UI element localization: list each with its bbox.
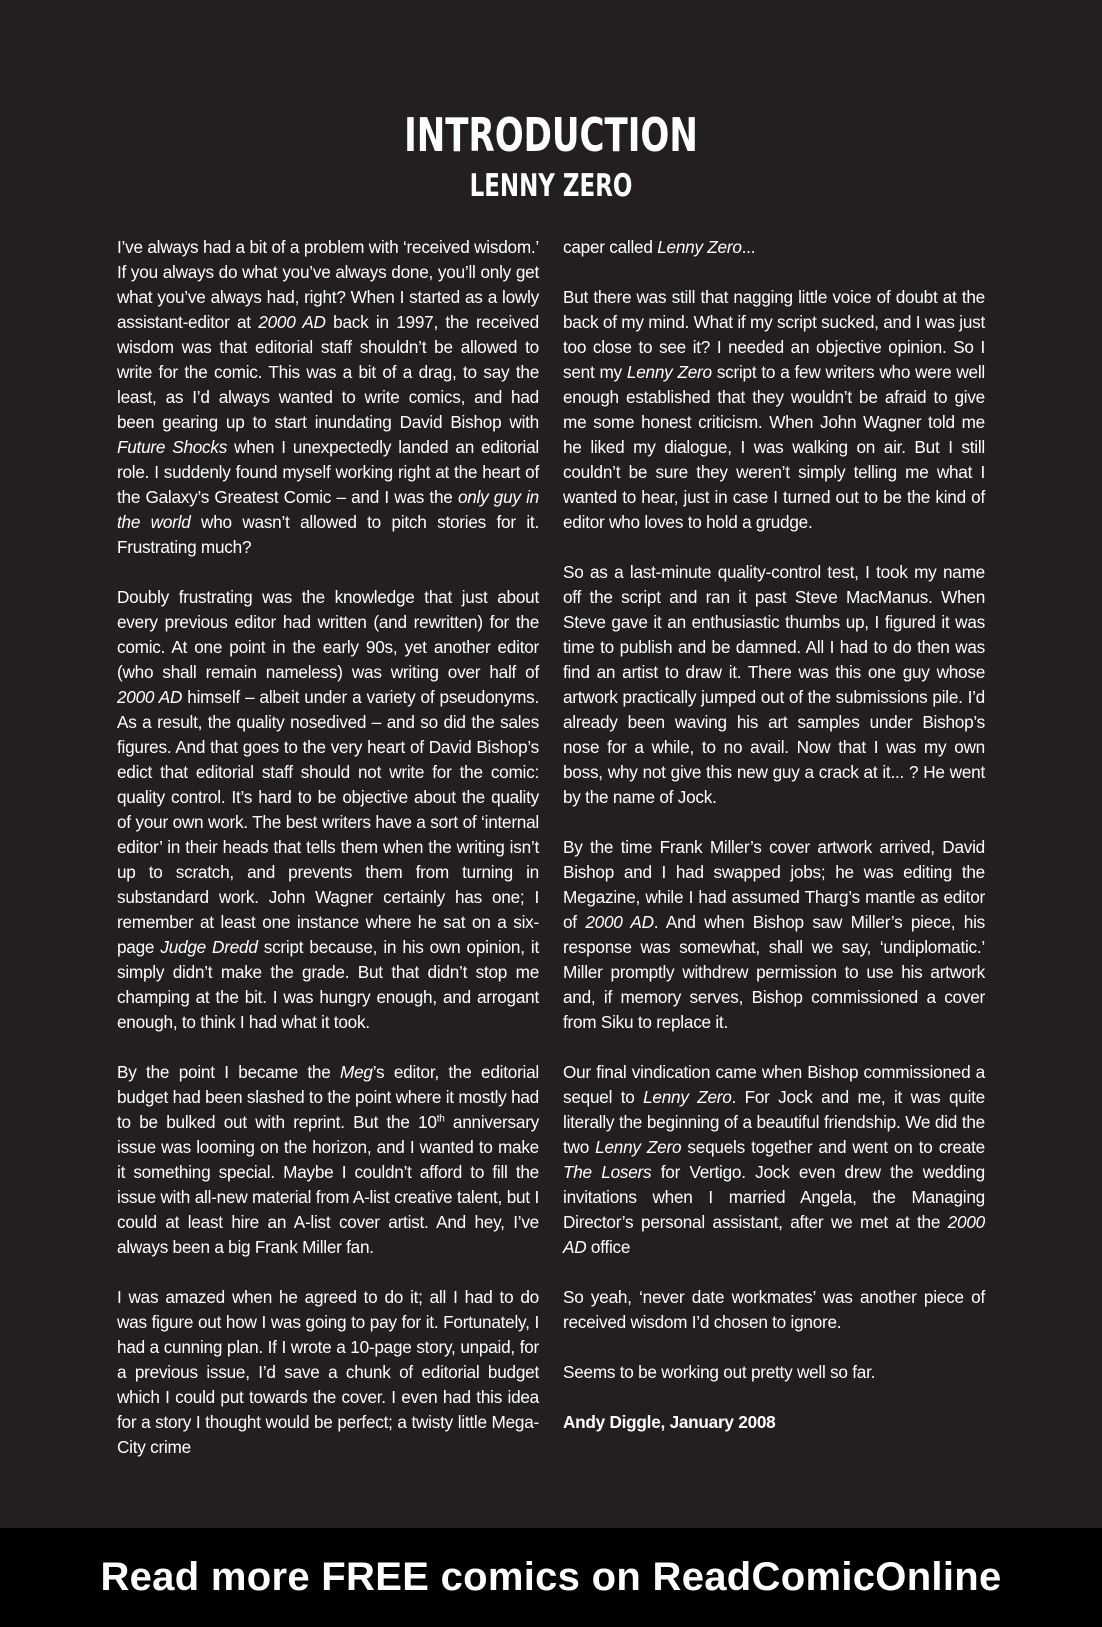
page-subtitle: LENNY ZERO xyxy=(469,168,633,204)
paragraph: caper called Lenny Zero... xyxy=(563,237,756,257)
paragraph: By the point I became the Meg’s editor, the editorial budget had been slashed to the point where it mostly had to be bulked out with reprint. But the 10th anniversary issue was looming on the horizon, and I wanted to make it something special. Maybe I couldn’t afford to fill the issue with all-new material from A-list creative talent, but I could at least hire an A-list cover artist. And hey, I’ve always been a big Frank Miller fan. xyxy=(117,1062,540,1257)
paragraph: Seems to be working out pretty well so far. xyxy=(563,1362,876,1382)
page-title: INTRODUCTION xyxy=(404,108,698,162)
promo-banner[interactable]: Read more FREE comics on ReadComicOnline xyxy=(0,1528,1102,1627)
paragraph: Our final vindication came when Bishop commissioned a sequel to Lenny Zero. For Jock and me, it was quite literally the beginning of a beautiful friendship. We did the two Lenny Zero sequels together and went on to create The Losers for Vertigo. Jock even drew the wedding invitations when I married Angela, the Managing Director’s personal assistant, after we met at the 2000 AD office xyxy=(563,1062,985,1257)
left-column xyxy=(117,235,539,1460)
paragraph: But there was still that nagging little voice of doubt at the back of my mind. What if my script sucked, and I was just too close to see it? I needed an objective opinion. So I sent my Lenny Zero script to a few writers who were well enough established that they wouldn’t be afraid to give me some honest criticism. When John Wagner told me he liked my dialogue, I was walking on air. But I still couldn’t be sure they weren’t simply telling me what I wanted to hear, just in case I turned out to be the kind of editor who loves to hold a grudge. xyxy=(563,287,986,532)
paragraph: So yeah, ‘never date workmates’ was another piece of received wisdom I’d chosen to ignore. xyxy=(563,1287,985,1332)
signature: Andy Diggle, January 2008 xyxy=(563,1412,776,1432)
paragraph: By the time Frank Miller’s cover artwork arrived, David Bishop and I had swapped jobs; he was editing the Megazine, while I had assumed Tharg’s mantle as editor of 2000 AD. And when Bishop saw Miller’s piece, his response was somewhat, shall we say, ‘undiplomatic.’ Miller promptly withdrew permission to use his artwork and, if memory serves, Bishop commissioned a cover from Siku to replace it. xyxy=(563,837,985,1032)
paragraph: So as a last-minute quality-control test, I took my name off the script and ran it past Steve MacManus. When Steve gave it an enthusiastic thumbs up, I figured it was time to publish and be damned. All I had to do then was find an artist to draw it. There was this one guy whose artwork practically jumped out of the submissions pile. I’d already been waving his art samples under Bishop’s nose for a while, to no avail. Now that I was my own boss, why not give this new guy a crack at it... ? He went by the name of Jock. xyxy=(563,562,985,807)
paragraph: I was amazed when he agreed to do it; all I had to do was figure out how I was going to pay for it. Fortunately, I had a cunning plan. If I wrote a 10-page story, unpaid, for a previous issue, I’d save a chunk of editorial budget which I could put towards the cover. I even had this idea for a story I thought would be perfect; a twisty little Mega-City crime xyxy=(117,1287,539,1457)
paragraph: I’ve always had a bit of a problem with ‘received wisdom.’ If you always do what you’ve always done, you’ll only get what you’ve always had, right? When I started as a lowly assistant-editor at 2000 AD back in 1997, the received wisdom was that editorial staff shouldn’t be allowed to write for the comic. This was a bit of a drag, to say the least, as I’d always wanted to write comics, and had been gearing up to start inundating David Bishop with Future Shocks when I unexpectedly landed an editorial role. I suddenly found myself working right at the heart of the Galaxy’s Greatest Comic – and I was the only guy in the world who wasn’t allowed to pitch stories for it. Frustrating much? xyxy=(117,237,539,557)
right-column xyxy=(563,235,985,1435)
paragraph: Doubly frustrating was the knowledge that just about every previous editor had written (and rewritten) for the comic. At one point in the early 90s, yet another editor (who shall remain nameless) was writing over half of 2000 AD himself – albeit under a variety of pseudonyms. As a result, the quality nosedived – and so did the sales figures. And that goes to the very heart of David Bishop’s edict that editorial staff should not write for the comic: quality control. It’s hard to be objective about the quality of your own work. The best writers have a sort of ‘internal editor’ in their heads that tells them when the writing isn’t up to scratch, and prevents them from turning in substandard work. John Wagner certainly has one; I remember at least one instance where he sat on a six-page Judge Dredd script because, in his own opinion, it simply didn’t make the grade. But that didn’t stop me champing at the bit. I was hungry enough, and arrogant enough, to think I had what it took. xyxy=(117,587,540,1032)
